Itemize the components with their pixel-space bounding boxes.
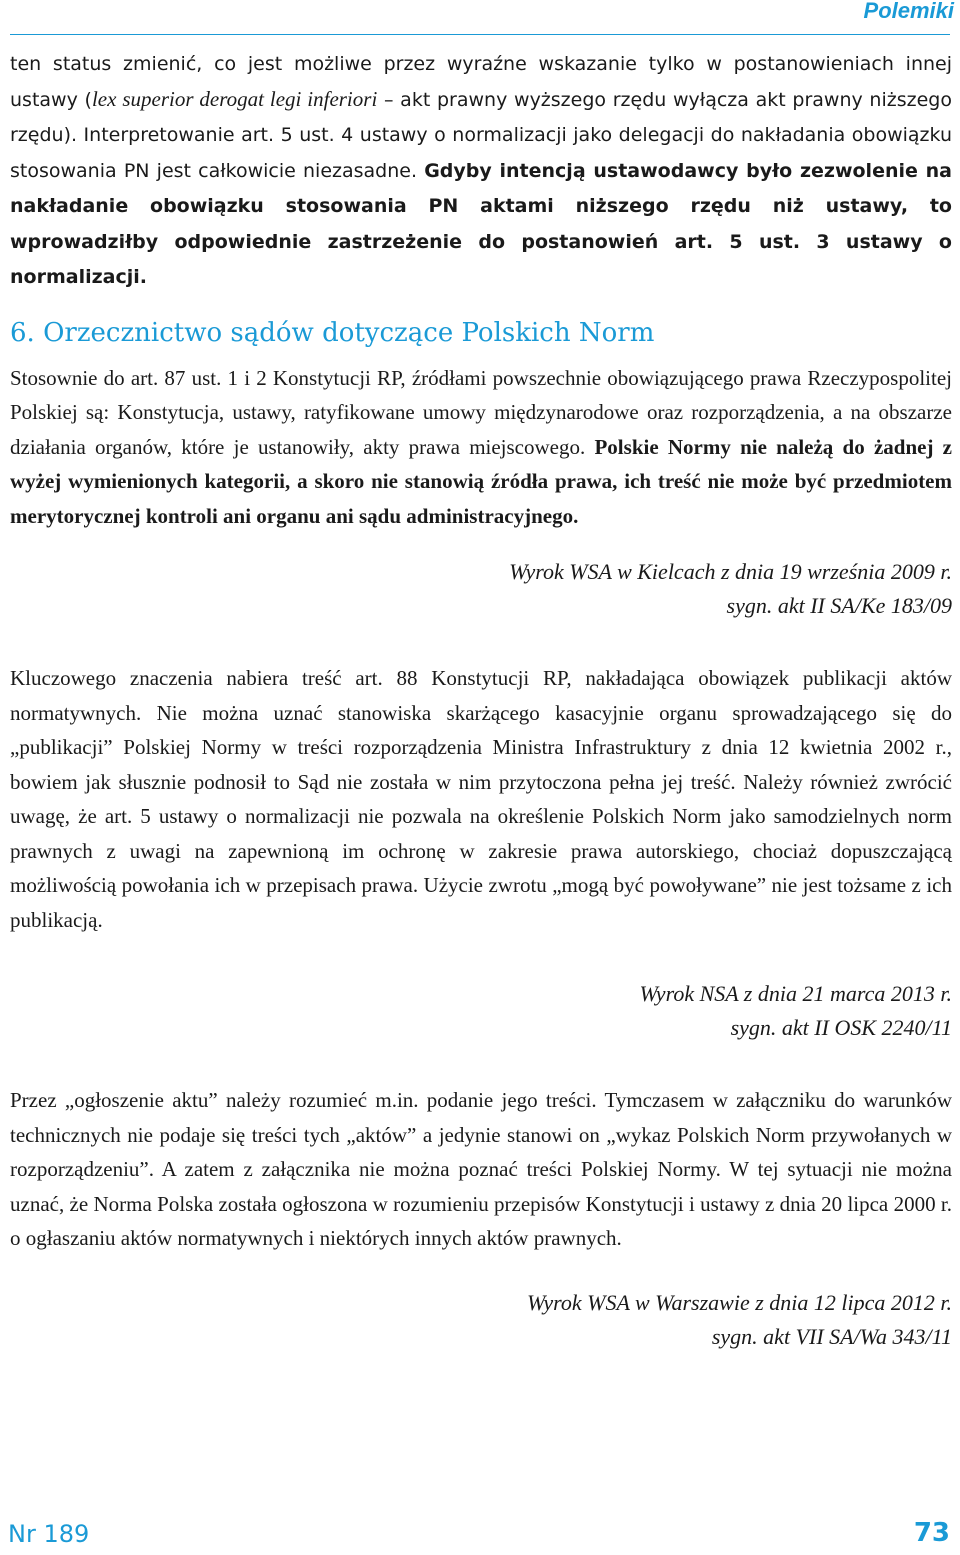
- para2-text: Stosownie do art. 87 ust. 1 i 2 Konstytucji RP, źródłami powszechnie obowiązującego prawa Rzeczypospolitej Polskiej są: Konstytucja, ustawy, ratyfikowane umowy międzynarodowe oraz rozporządzenia, a na obszarze działania organów, które je ustanowiły, akty prawa miejscowego.: [10, 365, 952, 459]
- citation-1: [10, 555, 952, 623]
- section-label: Polemiki: [863, 0, 954, 23]
- citation-3: [10, 1286, 952, 1354]
- article-body: [10, 40, 952, 1354]
- para1-bold-conclusion: Gdyby intencją ustawodawcy było zezwolenie na nakładanie obowiązku stosowania PN aktami niższego rzędu niż ustawy, to wprowadziłby odpowiednie zastrzeżenie do postanowień art. 5 ust. 3 ustawy o normalizacji.: [10, 159, 952, 288]
- citation-3-judgment: Wyrok WSA w Warszawie z dnia 12 lipca 2012 r.: [527, 1289, 952, 1315]
- para2-bold-text: Polskie Normy nie należą do żadnej z wyżej wymienionych kategorii, a skoro nie stanowią źródła prawa, ich treść nie może być przedmiotem merytorycznej kontroli ani organu ani sądu administracyjnego.: [10, 434, 952, 528]
- citation-2-signature: sygn. akt II OSK 2240/11: [730, 1015, 952, 1040]
- para1-latin-maxim: lex superior derogat legi inferiori: [91, 86, 378, 111]
- para1-text-a: ten status zmienić, co jest możliwe przez wyraźne wskazanie tylko w postanowieniach innej ustawy (: [10, 53, 952, 111]
- section-6-heading: 6. Orzecznictwo sądów dotyczące Polskich Norm: [10, 317, 655, 348]
- para1-text-b: – akt prawny wyższego rzędu wyłącza akt prawny niższego rzędu). Interpretowanie art. 5 ust. 4 ustawy o normalizacji jako delegacji do nakładania obowiązku stosowania PN jest całkowicie niezasadne.: [10, 88, 952, 182]
- citation-1-judgment: Wyrok WSA w Kielcach z dnia 19 września 2009 r.: [509, 559, 952, 584]
- header-rule: [10, 34, 950, 35]
- paragraph-3: Kluczowego znaczenia nabiera treść art. 88 Konstytucji RP, nakładająca obowiązek publikacji aktów normatywnych. Nie można uznać stanowiska skarżącego kasacyjnie organu sprowadzającego się do „publikacji” Polskiej Normy w treści rozporządzenia Ministra Infrastruktury z dnia 12 kwietnia 2002 r., bowiem jak słusznie podnosił to Sąd nie została w nim przytoczona pełna jej treść. Należy również zwrócić uwagę, że art. 5 ustawy o normalizacji nie pozwala na określenie Polskich Norm jako samodzielnych norm prawnych z uwagi na zapewnioną im ochronę w zakresie prawa autorskiego, chociaż dopuszczającą możliwością powołania ich w przepisach prawa. Użycie zwrotu „mogą być powoływane” nie jest tożsame z ich publikacją.: [10, 666, 952, 932]
- paragraph-1: [10, 40, 952, 295]
- citation-2-judgment: Wyrok NSA z dnia 21 marca 2013 r.: [639, 981, 952, 1006]
- citation-1-signature: sygn. akt II SA/Ke 183/09: [726, 593, 952, 618]
- paragraph-4: Przez „ogłoszenie aktu” należy rozumieć m.in. podanie jego treści. Tymczasem w załączniku do warunków technicznych nie podaje się treści tych „aktów” a jedynie stanowi on „wykaz Polskich Norm przywołanych w rozporządzeniu”. A zatem z załącznika nie można poznać treści Polskiej Normy. W tej sytuacji nie można uznać, że Norma Polska została ogłoszona w rozumieniu przepisów Konstytucji i ustawy z dnia 20 lipca 2000 r. o ogłaszaniu aktów normatywnych i niektórych innych aktów prawnych.: [10, 1088, 952, 1250]
- issue-number: Nr 189: [8, 1520, 90, 1548]
- citation-2: [10, 977, 952, 1045]
- citation-3-signature: sygn. akt VII SA/Wa 343/11: [711, 1323, 952, 1349]
- paragraph-2: [10, 361, 952, 534]
- page-number: 73: [913, 1518, 950, 1548]
